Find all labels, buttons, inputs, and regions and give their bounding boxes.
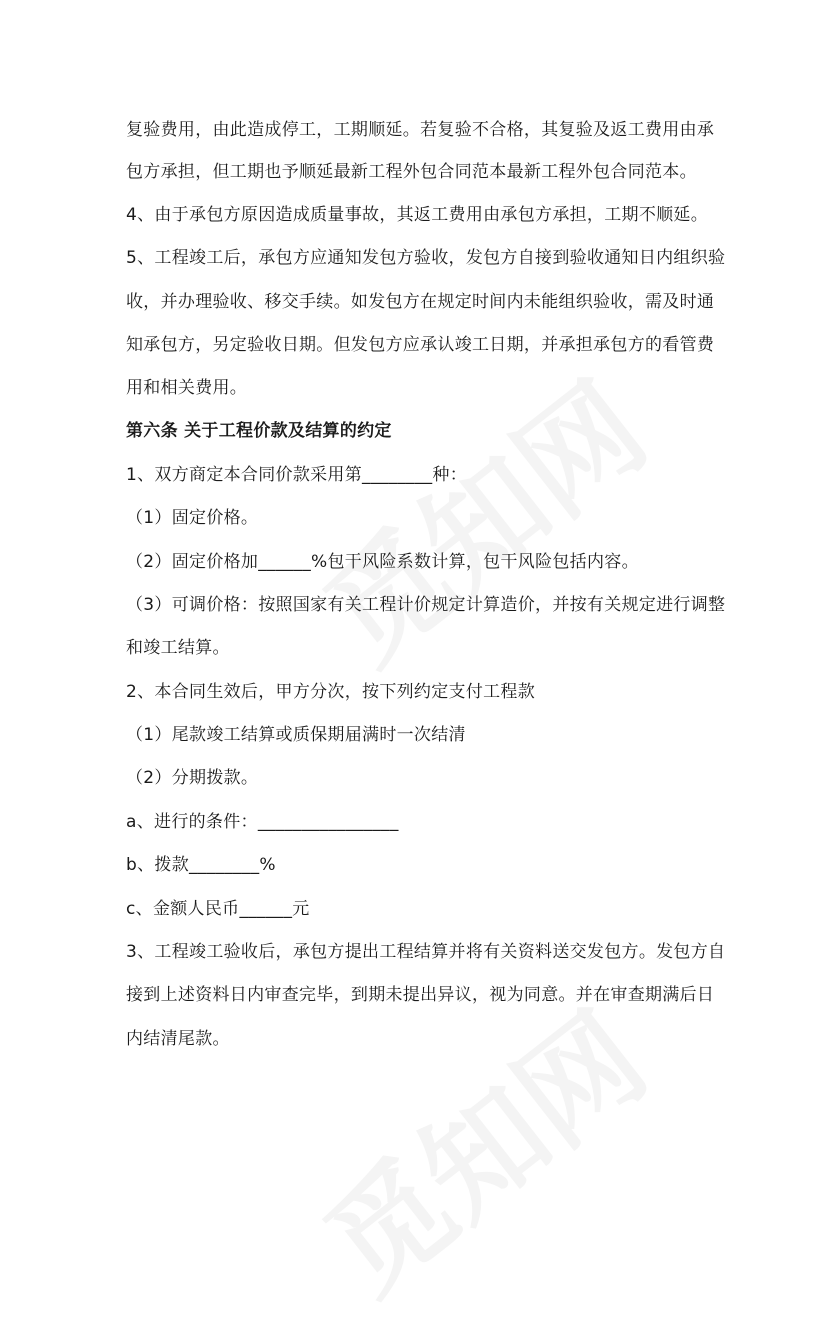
paragraph-line: 内结清尾款。	[126, 1029, 230, 1049]
paragraph-line: 用和相关费用。	[126, 378, 248, 398]
paragraph-line: 3、工程竣工验收后，承包方提出工程结算并将有关资料送交发包方。发包方自	[126, 942, 726, 962]
paragraph-line: 4、由于承包方原因造成质量事故，其返工费用由承包方承担，工期不顺延。	[126, 205, 709, 225]
paragraph-line: （1）固定价格。	[126, 508, 259, 528]
paragraph-line: （2）分期拨款。	[126, 768, 259, 788]
paragraph-line: 复验费用，由此造成停工，工期顺延。若复验不合格，其复验及返工费用由承	[126, 120, 715, 140]
paragraph-line: （2）固定价格加______%包干风险系数计算，包干风险包括内容。	[126, 552, 639, 572]
paragraph-line: （3）可调价格：按照国家有关工程计价规定计算造价，并按有关规定进行调整	[126, 595, 726, 615]
paragraph-line: b、拨款________%	[126, 855, 276, 875]
paragraph-line: 收，并办理验收、移交手续。如发包方在规定时间内未能组织验收，需及时通	[126, 292, 715, 312]
paragraph-line: 1、双方商定本合同价款采用第________种：	[126, 465, 468, 485]
paragraph-line: 知承包方，另定验收日期。但发包方应承认竣工日期，并承担承包方的看管费	[126, 335, 715, 355]
paragraph-line: a、进行的条件：________________	[126, 812, 399, 832]
paragraph-line: 和竣工结算。	[126, 638, 230, 658]
paragraph-line: 5、工程竣工后，承包方应通知发包方验收，发包方自接到验收通知日内组织验	[126, 248, 726, 268]
watermark	[285, 337, 675, 694]
paragraph-line: 包方承担，但工期也予顺延最新工程外包合同范本最新工程外包合同范本。	[126, 162, 697, 182]
section-heading: 第六条 关于工程价款及结算的约定	[126, 421, 392, 441]
paragraph-line: 接到上述资料日内审查完毕，到期未提出异议，视为同意。并在审查期满后日	[126, 985, 715, 1005]
paragraph-line: （1）尾款竣工结算或质保期届满时一次结清	[126, 725, 466, 745]
paragraph-line: c、金额人民币______元	[126, 899, 310, 919]
watermark-lower	[285, 967, 675, 1324]
paragraph-line: 2、本合同生效后，甲方分次，按下列约定支付工程款	[126, 682, 536, 702]
